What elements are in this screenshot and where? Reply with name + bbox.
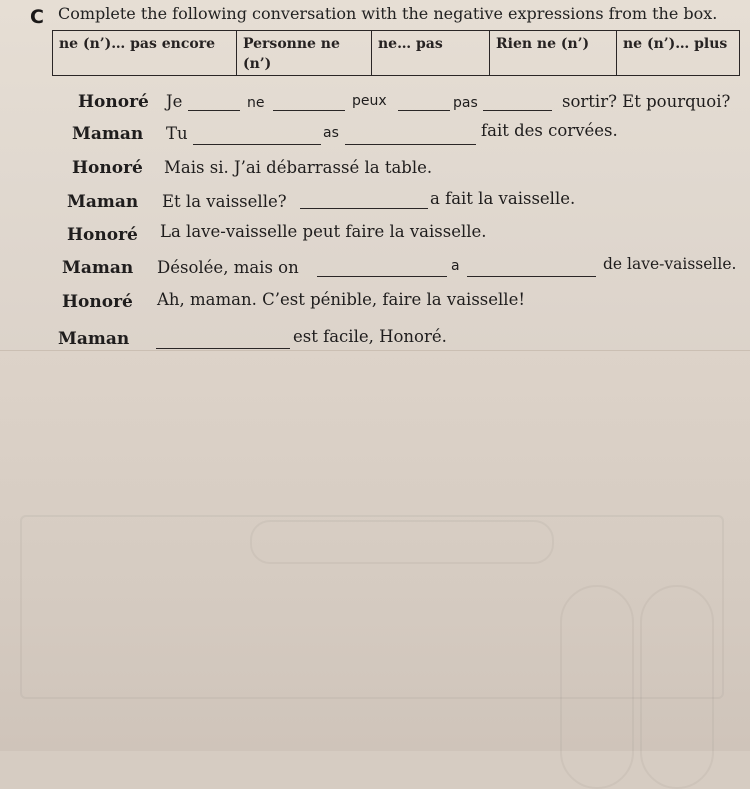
dialogue-line [0,121,750,148]
answer-blank[interactable] [273,110,345,111]
exercise-letter: C [30,6,44,28]
answer-blank[interactable] [467,276,596,277]
bleed-through-shape [640,585,714,789]
dialogue-line [0,92,750,116]
dialogue-text: Ah, maman. C’est pénible, faire la vaisselle! [157,290,525,309]
dialogue-text: a fait la vaisselle. [430,189,576,208]
dialogue-text: est facile, Honoré. [293,327,447,346]
speaker-name: Honoré [72,158,143,178]
dialogue-line [0,292,750,316]
dialogue-text: Tu [166,124,188,143]
answer-blank[interactable] [188,110,240,111]
answer-blank[interactable] [345,144,476,145]
dialogue-text: ne [247,95,265,111]
dialogue-text: Mais si. J’ai débarrassé la table. [164,158,433,177]
dialogue-line [0,222,750,249]
dialogue-line [0,158,750,182]
dialogue-line [0,329,750,353]
speaker-name: Maman [72,124,144,144]
word-box-cell: ne (n’)… pas encore [53,31,237,75]
speaker-name: Maman [62,258,134,278]
dialogue-text: pas [453,95,478,111]
dialogue-line [0,255,750,282]
dialogue-text: sortir? Et pourquoi? [562,92,731,111]
dialogue-text: fait des corvées. [481,121,618,140]
speaker-name: Honoré [62,292,133,312]
dialogue-text: Désolée, mais on [157,258,299,277]
exercise-instruction: Complete the following conversation with the negative expressions from the box. [58,4,718,23]
speaker-name: Honoré [67,225,138,245]
dialogue-text: a [451,258,460,274]
dialogue-text: as [323,125,339,141]
dialogue-text: Je [166,92,183,111]
answer-blank[interactable] [483,110,552,111]
answer-blank[interactable] [317,276,447,277]
dialogue-text: peux [352,93,387,109]
dialogue-text: de lave-vaisselle. [603,255,737,273]
dialogue-text: Et la vaisselle? [162,192,287,211]
answer-blank[interactable] [398,110,450,111]
speaker-name: Honoré [78,92,149,112]
dialogue-text: La lave-vaisselle peut faire la vaisselle. [160,222,487,241]
word-box-cell: Personne ne (n’) [237,31,372,75]
word-box-cell: Rien ne (n’) [490,31,617,75]
answer-blank[interactable] [193,144,321,145]
answer-blank[interactable] [300,208,428,209]
bleed-through-shape [250,520,554,564]
word-box-cell: ne… pas [372,31,490,75]
dialogue-line [0,189,750,216]
speaker-name: Maman [67,192,139,212]
speaker-name: Maman [58,329,130,349]
word-box-cell: ne (n’)… plus [623,36,728,52]
bleed-through-shape [560,585,634,789]
word-box [52,30,740,76]
answer-blank[interactable] [156,348,290,349]
